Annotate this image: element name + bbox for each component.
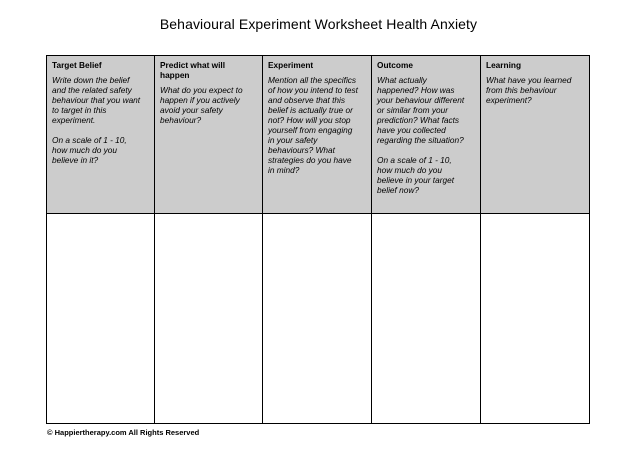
header-cell-outcome xyxy=(372,56,481,214)
column-instruction-scale: On a scale of 1 - 10, how much do you believe in your target belief now? xyxy=(377,155,455,195)
header-cell-predict xyxy=(155,56,263,214)
column-instruction: Mention all the specifics of how you intend to test and observe that this belief is actually true or not? How will you stop yourself from engaging in your safety behaviours? What strategies do you have in mind? xyxy=(268,75,358,175)
header-row xyxy=(47,56,590,214)
answer-cell-learning[interactable] xyxy=(481,214,590,424)
header-cell-experiment xyxy=(263,56,372,214)
column-instruction: Write down the belief and the related safety behaviour that you want to target in this experiment. xyxy=(52,75,141,125)
column-heading: Experiment xyxy=(268,60,314,70)
worksheet-table xyxy=(46,55,590,424)
answer-row xyxy=(47,214,590,424)
column-heading: Outcome xyxy=(377,60,413,70)
column-instruction: What have you learned from this behaviour experiment? xyxy=(486,75,572,105)
page-title: Behavioural Experiment Worksheet Health Anxiety xyxy=(159,16,478,32)
answer-cell-predict[interactable] xyxy=(155,214,263,424)
column-instruction-scale: On a scale of 1 - 10, how much do you believe in it? xyxy=(52,135,127,165)
column-heading: Learning xyxy=(486,60,522,70)
column-instruction: What do you expect to happen if you actively avoid your safety behaviour? xyxy=(160,85,243,125)
header-cell-learning xyxy=(481,56,590,214)
answer-cell-target-belief[interactable] xyxy=(47,214,155,424)
answer-cell-outcome[interactable] xyxy=(372,214,481,424)
copyright-footer: © Happiertherapy.com All Rights Reserved xyxy=(47,428,200,437)
column-instruction: What actually happened? How was your behaviour different or similar from your prediction? What facts have you collected regarding the situation? xyxy=(377,75,465,145)
header-cell-target-belief xyxy=(47,56,155,214)
column-heading: Predict what will happen xyxy=(160,60,226,80)
column-heading: Target Belief xyxy=(52,60,102,70)
answer-cell-experiment[interactable] xyxy=(263,214,372,424)
